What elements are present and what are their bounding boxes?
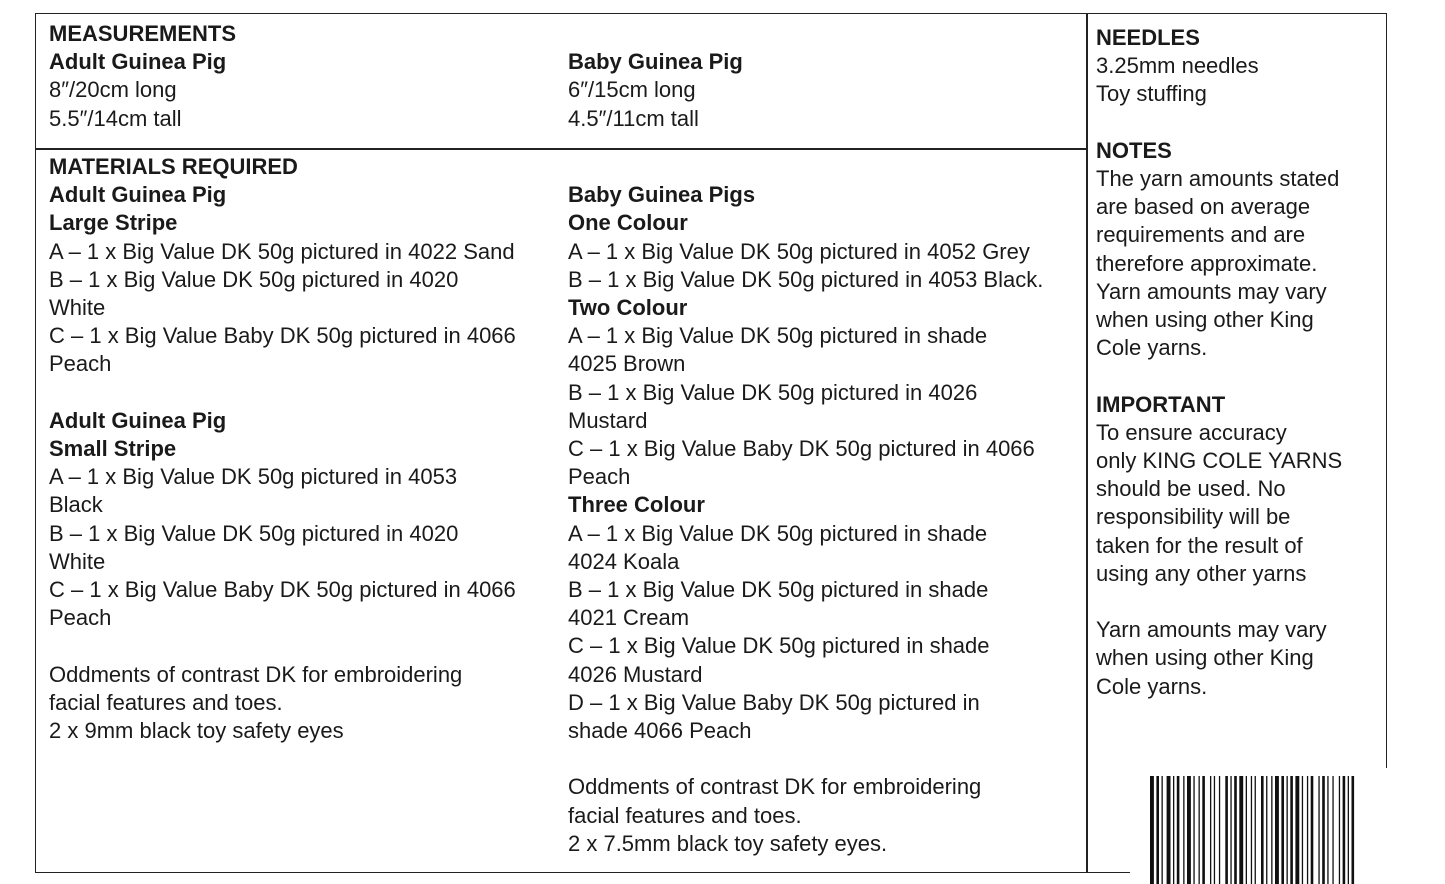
adult-measurement-height: 5.5″/14cm tall <box>49 105 182 131</box>
barcode-bar <box>1177 776 1180 884</box>
materials-right-line <box>568 745 1043 773</box>
barcode-bar <box>1290 776 1293 884</box>
sidebar-line <box>1096 588 1342 616</box>
baby-measurements <box>568 48 743 133</box>
adult-measurement-length: 8″/20cm long <box>49 77 177 103</box>
measurements-heading: MEASUREMENTS <box>49 21 237 46</box>
materials-right-line: B – 1 x Big Value DK 50g pictured in 4026 <box>568 379 978 405</box>
sidebar-line: Yarn amounts may vary <box>1096 617 1327 643</box>
materials-right-line: One Colour <box>568 210 688 236</box>
sidebar-line: NEEDLES <box>1096 25 1200 50</box>
barcode-bar <box>1162 776 1163 884</box>
barcode-bar <box>1202 776 1205 884</box>
materials-right-line: C – 1 x Big Value DK 50g pictured in shade <box>568 633 990 659</box>
materials-left-line: C – 1 x Big Value Baby DK 50g pictured in 4066 <box>49 323 516 349</box>
barcode-bar <box>1307 776 1308 884</box>
sidebar-line: 3.25mm needles <box>1096 53 1259 79</box>
barcode-bar <box>1332 776 1333 884</box>
materials-left-line: Large Stripe <box>49 210 178 236</box>
materials-left-line: facial features and toes. <box>49 689 283 715</box>
materials-left-line: B – 1 x Big Value DK 50g pictured in 4020 <box>49 266 459 292</box>
barcode <box>1150 776 1440 884</box>
barcode-bar <box>1348 776 1349 884</box>
section-divider <box>35 148 1087 150</box>
materials-right-line: Three Colour <box>568 492 705 518</box>
materials-right-line: B – 1 x Big Value DK 50g pictured in 4053 Black. <box>568 266 1044 292</box>
sidebar-line: Cole yarns. <box>1096 335 1208 361</box>
sidebar-line: when using other King <box>1096 307 1314 333</box>
materials-left-line: 2 x 9mm black toy safety eyes <box>49 718 344 744</box>
materials-left-line: White <box>49 295 106 320</box>
barcode-bar <box>1352 776 1355 884</box>
barcode-bar <box>1239 776 1243 884</box>
sidebar-line <box>1096 362 1342 390</box>
sidebar-line: To ensure accuracy <box>1096 419 1287 445</box>
materials-left-line: White <box>49 548 106 574</box>
materials-left-line: B – 1 x Big Value DK 50g pictured in 4020 <box>49 520 459 546</box>
sidebar-line: should be used. No <box>1096 476 1286 502</box>
barcode-bar <box>1339 776 1340 884</box>
barcode-bar <box>1343 776 1346 884</box>
barcode-bar <box>1275 776 1279 884</box>
materials-left-line: Black <box>49 492 103 518</box>
barcode-bar <box>1302 776 1303 884</box>
materials-right-line: D – 1 x Big Value Baby DK 50g pictured in <box>568 689 980 715</box>
barcode-bar <box>1187 776 1191 884</box>
materials-right-column <box>568 181 1043 858</box>
barcode-bar <box>1281 776 1284 884</box>
barcode-bar <box>1173 776 1174 884</box>
barcode-bar <box>1255 776 1256 884</box>
materials-right-line: Mustard <box>568 407 648 433</box>
materials-left-line <box>49 632 516 660</box>
materials-right-line: Baby Guinea Pigs <box>568 182 756 208</box>
barcode-bar <box>1246 776 1247 884</box>
sidebar-line: therefore approximate. <box>1096 250 1318 276</box>
barcode-bar <box>1193 776 1194 884</box>
barcode-bar <box>1261 776 1264 884</box>
barcode-bar <box>1167 776 1171 884</box>
sidebar-line: are based on average <box>1096 194 1311 220</box>
baby-measurement-height: 4.5″/11cm tall <box>568 105 699 131</box>
sidebar-divider <box>1086 13 1088 873</box>
sidebar-line: only KING COLE YARNS <box>1096 448 1343 474</box>
sidebar-line: NOTES <box>1096 137 1172 163</box>
barcode-bar <box>1156 776 1159 884</box>
barcode-bar <box>1183 776 1184 884</box>
barcode-bar <box>1219 776 1220 884</box>
materials-left-line: A – 1 x Big Value DK 50g pictured in 4022 Sand <box>49 238 515 264</box>
materials-right-line: shade 4066 Peach <box>568 718 752 744</box>
sidebar-line: Cole yarns. <box>1096 673 1208 699</box>
materials-right-line: facial features and toes. <box>568 802 802 828</box>
sidebar-line <box>1096 109 1342 137</box>
sidebar-line: Yarn amounts may vary <box>1096 278 1327 304</box>
sidebar-notes <box>1096 24 1342 701</box>
materials-right-line: A – 1 x Big Value DK 50g pictured in shade <box>568 323 988 349</box>
sidebar-line: IMPORTANT <box>1096 391 1226 417</box>
materials-right-line: B – 1 x Big Value DK 50g pictured in shade <box>568 577 989 603</box>
barcode-bar <box>1225 776 1228 884</box>
materials-right-line: 4025 Brown <box>568 351 686 377</box>
barcode-bar <box>1311 776 1314 884</box>
materials-left-line: Adult Guinea Pig <box>49 182 227 208</box>
barcode-bar <box>1327 776 1328 884</box>
barcode-bar <box>1295 776 1299 884</box>
baby-measurements-title: Baby Guinea Pig <box>568 49 743 75</box>
barcode-bar <box>1199 776 1200 884</box>
materials-left-line: Small Stripe <box>49 436 177 462</box>
barcode-bar <box>1214 776 1215 884</box>
materials-right-line: Oddments of contrast DK for embroidering <box>568 774 982 800</box>
barcode-bar <box>1150 776 1154 884</box>
materials-left-line <box>49 379 516 407</box>
materials-left-line: Peach <box>49 351 112 377</box>
materials-left-line: C – 1 x Big Value Baby DK 50g pictured in 4066 <box>49 577 516 603</box>
materials-left-column <box>49 181 516 745</box>
materials-right-line: A – 1 x Big Value DK 50g pictured in shade <box>568 520 988 546</box>
materials-right-line: Peach <box>568 464 631 490</box>
sidebar-line: requirements and are <box>1096 222 1306 248</box>
barcode-bar <box>1230 776 1231 884</box>
barcode-bar <box>1251 776 1252 884</box>
measurements-section <box>49 20 236 133</box>
barcode-bar <box>1234 776 1237 884</box>
barcode-bar <box>1322 776 1325 884</box>
sidebar-line: taken for the result of <box>1096 532 1303 558</box>
sidebar-line: using any other yarns <box>1096 560 1307 586</box>
barcode-bar <box>1210 776 1211 884</box>
materials-left-line: Adult Guinea Pig <box>49 407 227 433</box>
materials-right-line: A – 1 x Big Value DK 50g pictured in 4052 Grey <box>568 238 1030 264</box>
materials-heading: MATERIALS REQUIRED <box>49 154 298 179</box>
sidebar-line: when using other King <box>1096 645 1314 671</box>
materials-right-line: 4024 Koala <box>568 548 680 574</box>
materials-right-line: 4021 Cream <box>568 605 690 631</box>
materials-right-line: C – 1 x Big Value Baby DK 50g pictured in 4066 <box>568 436 1035 462</box>
baby-measurement-length: 6″/15cm long <box>568 77 696 103</box>
barcode-bar <box>1271 776 1272 884</box>
barcode-bar <box>1266 776 1267 884</box>
sidebar-line: Toy stuffing <box>1096 81 1207 107</box>
sidebar-line: responsibility will be <box>1096 504 1291 530</box>
materials-right-line: 4026 Mustard <box>568 661 703 687</box>
materials-right-line: Two Colour <box>568 295 688 320</box>
materials-left-line: Oddments of contrast DK for embroidering <box>49 661 463 687</box>
materials-right-line: 2 x 7.5mm black toy safety eyes. <box>568 830 888 856</box>
adult-measurements-title: Adult Guinea Pig <box>49 49 227 75</box>
barcode-bar <box>1318 776 1319 884</box>
materials-heading-block <box>49 153 298 181</box>
materials-left-line: A – 1 x Big Value DK 50g pictured in 4053 <box>49 464 458 490</box>
barcode-bar <box>1287 776 1288 884</box>
sidebar-line: The yarn amounts stated <box>1096 166 1340 192</box>
materials-left-line: Peach <box>49 605 112 631</box>
